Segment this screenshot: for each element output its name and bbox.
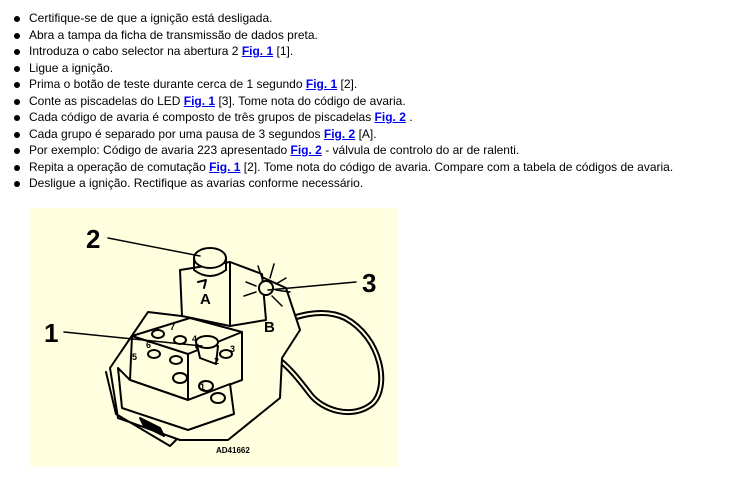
callout-1: 1 bbox=[44, 318, 59, 348]
step-text-suffix: [A]. bbox=[355, 126, 377, 141]
list-item bbox=[10, 76, 673, 93]
socket-number: 3 bbox=[230, 344, 236, 354]
step-text: Ligue a ignição. bbox=[29, 60, 114, 75]
fig-2-link[interactable]: Fig. 2 bbox=[374, 110, 406, 124]
list-item bbox=[10, 159, 673, 176]
list-item bbox=[10, 27, 673, 44]
label-b: B bbox=[264, 319, 275, 336]
label-a: A bbox=[200, 291, 211, 308]
step-text: Por exemplo: Código de avaria 223 apresentado bbox=[29, 143, 291, 157]
step-text-suffix: . bbox=[405, 110, 413, 124]
callout-3: 3 bbox=[362, 268, 377, 298]
list-item bbox=[10, 175, 673, 192]
diagnostic-connector-figure bbox=[30, 208, 398, 467]
list-item bbox=[10, 93, 673, 110]
socket-number: 1 bbox=[200, 382, 206, 392]
fig-1-link[interactable]: Fig. 1 bbox=[241, 44, 274, 58]
socket-number: 5 bbox=[132, 352, 138, 362]
socket-number: 2 bbox=[214, 356, 220, 366]
fig-1-link[interactable]: Fig. 1 bbox=[305, 77, 338, 91]
step-text-suffix: [2]. Tome nota do código de avaria. Compare com a tabela de códigos de avaria. bbox=[240, 159, 674, 174]
socket-number: 6 bbox=[146, 340, 152, 350]
test-button bbox=[194, 248, 226, 268]
step-text-suffix: [3]. Tome nota do código de avaria. bbox=[215, 93, 406, 108]
step-text: Conte as piscadelas do LED bbox=[29, 93, 184, 108]
step-text: Introduza o cabo selector na abertura 2 bbox=[29, 44, 242, 58]
step-text: Cada código de avaria é composto de três grupos de piscadelas bbox=[29, 110, 375, 124]
connector-illustration bbox=[30, 208, 398, 467]
callout-2: 2 bbox=[86, 224, 101, 254]
socket-number: 7 bbox=[170, 322, 176, 332]
step-text: Cada grupo é separado por uma pausa de 3 segundos bbox=[29, 126, 324, 141]
fig-2-link[interactable]: Fig. 2 bbox=[290, 143, 322, 157]
step-text-suffix: - válvula de controlo do ar de ralenti. bbox=[321, 143, 520, 157]
fig-1-link[interactable]: Fig. 1 bbox=[209, 159, 241, 174]
figure-reference-code: AD41662 bbox=[216, 446, 250, 455]
fig-2-link[interactable]: Fig. 2 bbox=[323, 126, 356, 141]
step-text: Abra a tampa da ficha de transmissão de dados preta. bbox=[29, 27, 318, 42]
step-text: Desligue a ignição. Rectifique as avarias conforme necessário. bbox=[29, 176, 364, 190]
socket-number: 4 bbox=[192, 334, 198, 344]
step-text-suffix: [1]. bbox=[273, 44, 294, 58]
list-item bbox=[10, 142, 673, 159]
step-text: Prima o botão de teste durante cerca de 1 segundo bbox=[29, 77, 306, 91]
list-item bbox=[10, 109, 673, 126]
callout-2-leader bbox=[108, 238, 200, 256]
list-item bbox=[10, 10, 673, 27]
list-item bbox=[10, 43, 673, 60]
step-text-suffix: [2]. bbox=[337, 77, 358, 91]
list-item bbox=[10, 60, 673, 77]
step-text: Certifique-se de que a ignição está desligada. bbox=[29, 11, 273, 25]
step-text: Repita a operação de comutação bbox=[29, 159, 210, 174]
fig-1-link[interactable]: Fig. 1 bbox=[183, 93, 216, 108]
list-item bbox=[10, 126, 673, 143]
instruction-list bbox=[10, 10, 673, 192]
